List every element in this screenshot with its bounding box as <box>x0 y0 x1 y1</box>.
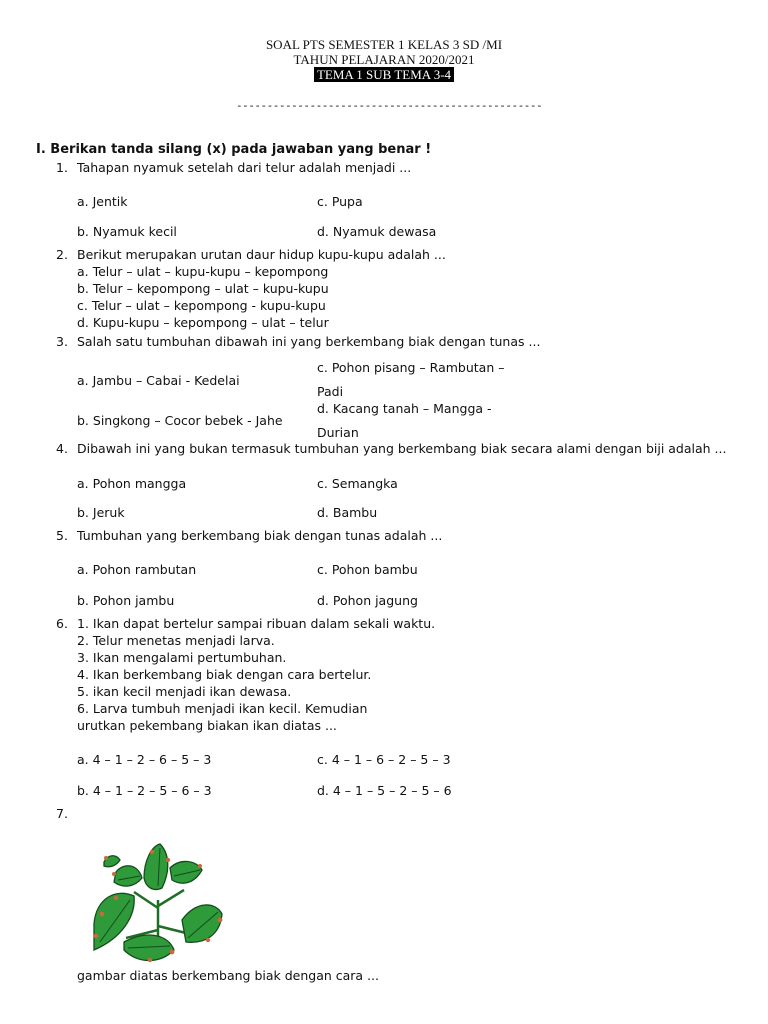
q1-option-c[interactable]: c. Pupa <box>317 194 363 209</box>
q3-text: Salah satu tumbuhan dibawah ini yang berkembang biak dengan tunas ... <box>77 334 541 349</box>
q4-option-a[interactable]: a. Pohon mangga <box>77 476 187 491</box>
q6-number: 6. <box>56 616 68 631</box>
q1-number: 1. <box>56 160 68 175</box>
q5-option-a[interactable]: a. Pohon rambutan <box>77 562 197 577</box>
q4-option-c[interactable]: c. Semangka <box>317 476 398 491</box>
q6-statement-1: 1. Ikan dapat bertelur sampai ribuan dalam sekali waktu. <box>77 616 436 631</box>
q3-option-c-line2[interactable]: Padi <box>317 384 344 399</box>
q5-number: 5. <box>56 528 68 543</box>
q3-option-b[interactable]: b. Singkong – Cocor bebek - Jahe <box>77 413 283 428</box>
q4-option-d[interactable]: d. Bambu <box>317 505 378 520</box>
q2-number: 2. <box>56 247 68 262</box>
q2-option-c[interactable]: c. Telur – ulat – kepompong - kupu-kupu <box>77 298 326 313</box>
q5-option-c[interactable]: c. Pohon bambu <box>317 562 418 577</box>
q3-number: 3. <box>56 334 68 349</box>
q6-statement-3: 3. Ikan mengalami pertumbuhan. <box>77 650 287 665</box>
q5-option-b[interactable]: b. Pohon jambu <box>77 593 175 608</box>
q4-text: Dibawah ini yang bukan termasuk tumbuhan yang berkembang biak secara alami dengan biji adalah ... <box>77 441 727 456</box>
q6-option-a[interactable]: a. 4 – 1 – 2 – 6 – 5 – 3 <box>77 752 212 767</box>
q3-option-a[interactable]: a. Jambu – Cabai - Kedelai <box>77 373 240 388</box>
q5-option-d[interactable]: d. Pohon jagung <box>317 593 418 608</box>
header-title: SOAL PTS SEMESTER 1 KELAS 3 SD /MI <box>265 37 503 52</box>
q1-option-b[interactable]: b. Nyamuk kecil <box>77 224 177 239</box>
q3-option-c-line1[interactable]: c. Pohon pisang – Rambutan – <box>317 360 505 375</box>
section-title: I. Berikan tanda silang (x) pada jawaban yang benar ! <box>36 142 432 157</box>
header-divider: -------------------------------------------------- <box>236 99 543 112</box>
q2-option-b[interactable]: b. Telur – kepompong – ulat – kupu-kupu <box>77 281 329 296</box>
q6-statement-5: 5. ikan kecil menjadi ikan dewasa. <box>77 684 292 699</box>
q6-option-d[interactable]: d. 4 – 1 – 5 – 2 – 5 – 6 <box>317 783 452 798</box>
q3-option-d-line2[interactable]: Durian <box>317 425 359 440</box>
q7-caption: gambar diatas berkembang biak dengan cara ... <box>77 968 379 983</box>
q2-text: Berikut merupakan urutan daur hidup kupu-kupu adalah ... <box>77 247 446 262</box>
q1-option-d[interactable]: d. Nyamuk dewasa <box>317 224 437 239</box>
header-theme <box>0 67 768 82</box>
q1-text: Tahapan nyamuk setelah dari telur adalah menjadi ... <box>77 160 412 175</box>
q5-text: Tumbuhan yang berkembang biak dengan tunas adalah ... <box>77 528 443 543</box>
q7-number: 7. <box>56 806 68 821</box>
q6-statement-4: 4. Ikan berkembang biak dengan cara bertelur. <box>77 667 372 682</box>
q3-option-d-line1[interactable]: d. Kacang tanah – Mangga - <box>317 401 492 416</box>
header-theme-label: TEMA 1 SUB TEMA 3-4 <box>314 67 454 82</box>
q1-option-a[interactable]: a. Jentik <box>77 194 128 209</box>
q4-option-b[interactable]: b. Jeruk <box>77 505 125 520</box>
q4-number: 4. <box>56 441 68 456</box>
header-year: TAHUN PELAJARAN 2020/2021 <box>293 52 475 67</box>
q6-option-c[interactable]: c. 4 – 1 – 6 – 2 – 5 – 3 <box>317 752 451 767</box>
q2-option-d[interactable]: d. Kupu-kupu – kepompong – ulat – telur <box>77 315 329 330</box>
cocor-bebek-plant-image <box>86 838 226 964</box>
q6-option-b[interactable]: b. 4 – 1 – 2 – 5 – 6 – 3 <box>77 783 212 798</box>
q6-instruction: urutkan pekembang biakan ikan diatas ... <box>77 718 337 733</box>
q6-statement-6: 6. Larva tumbuh menjadi ikan kecil. Kemudian <box>77 701 368 716</box>
q6-statement-2: 2. Telur menetas menjadi larva. <box>77 633 275 648</box>
q2-option-a[interactable]: a. Telur – ulat – kupu-kupu – kepompong <box>77 264 329 279</box>
